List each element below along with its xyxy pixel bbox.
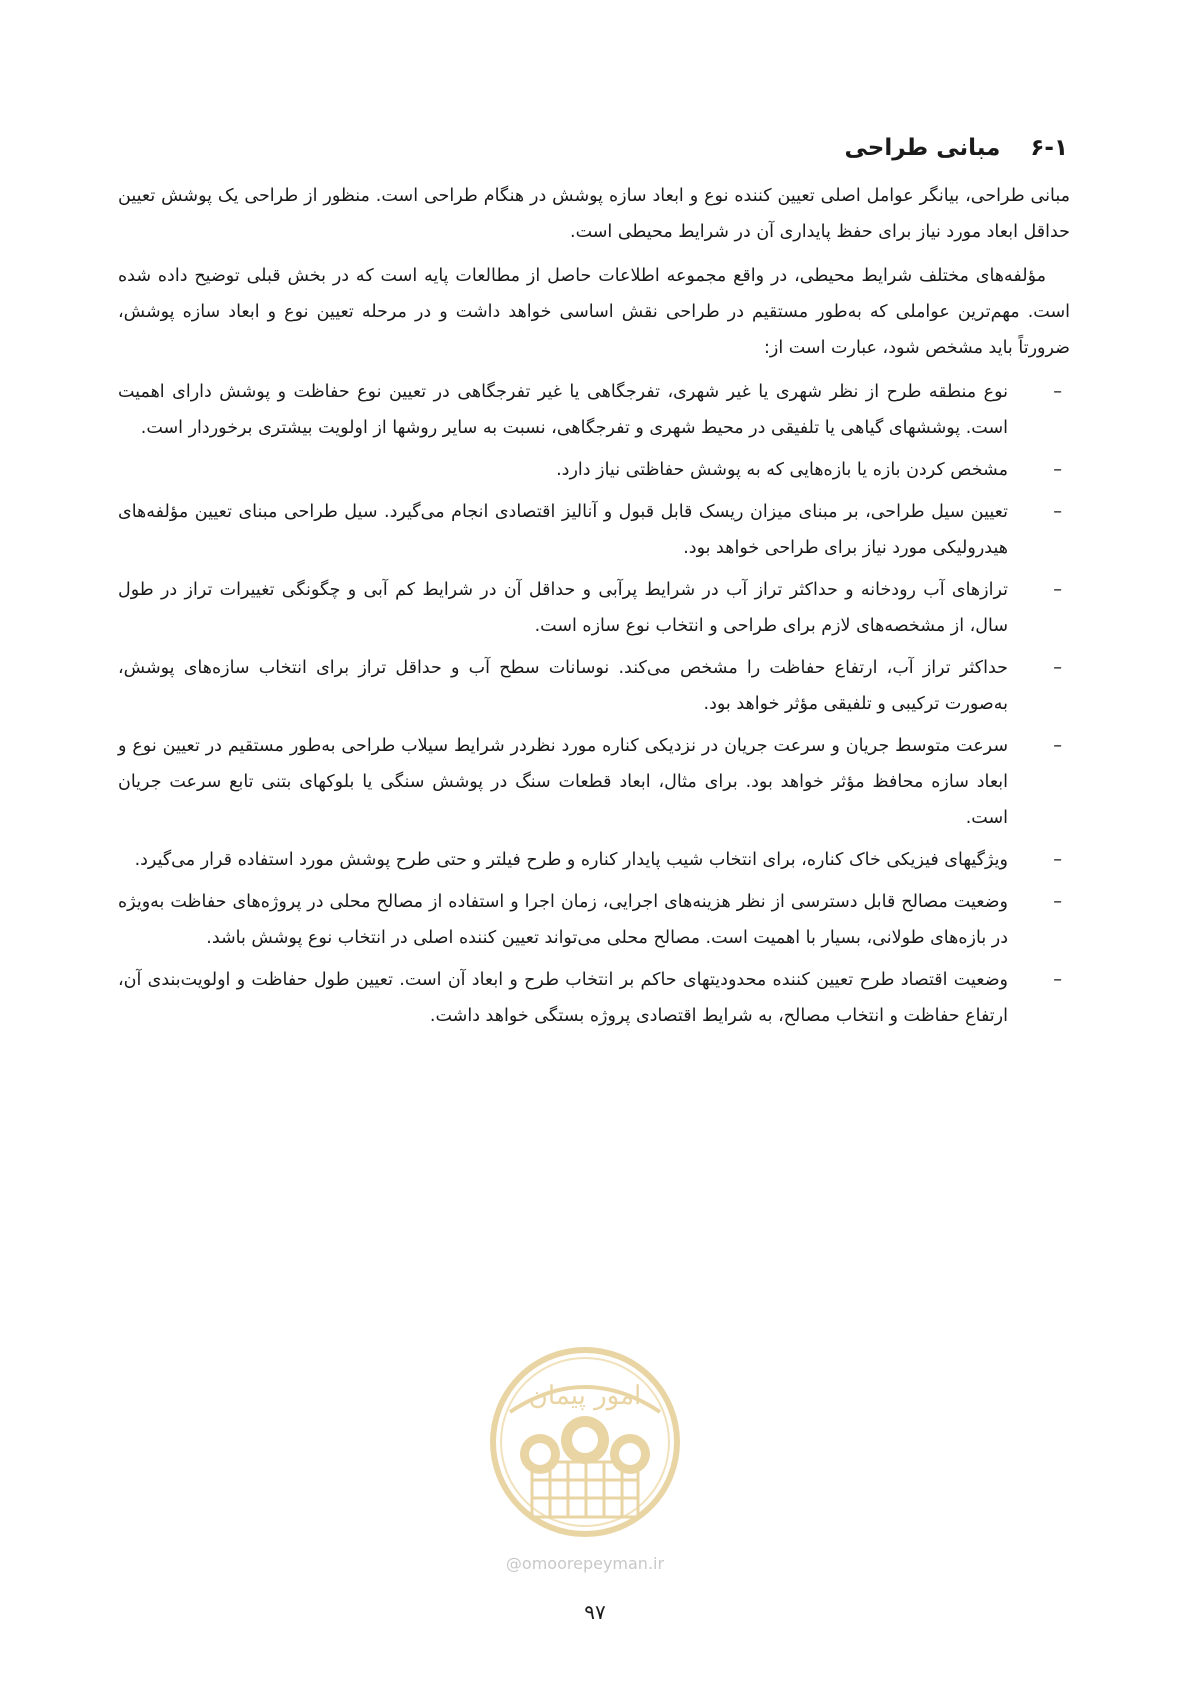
watermark-url: @omoorepeyman.ir bbox=[505, 1554, 665, 1573]
logo-emblem-icon bbox=[470, 1342, 700, 1552]
bullet-dash: – bbox=[1053, 382, 1062, 402]
list-item: – ترازهای آب رودخانه و حداکثر تراز آب در شرایط پرآبی و حداقل آن در شرایط کم آبی و چگونگی تغییرات تراز در طول سال، از مشخصه‌های لازم برای طراحی و انتخاب نوع سازه است. bbox=[118, 572, 1070, 644]
list-item: – وضعیت مصالح قابل دسترسی از نظر هزینه‌های اجرایی، زمان اجرا و استفاده از مصالح محلی در پروژه‌های حفاظت به‌ویژه در بازه‌های طولانی، بسیار با اهمیت است. مصالح محلی می‌تواند تعیین کننده اصلی در انتخاب نوع پوشش باشد. bbox=[118, 884, 1070, 956]
watermark-logo bbox=[470, 1342, 700, 1592]
bullet-dash: – bbox=[1053, 850, 1062, 870]
page-number: ۹۷ bbox=[584, 1600, 606, 1624]
body-content bbox=[118, 178, 1070, 1040]
bullet-dash: – bbox=[1053, 502, 1062, 522]
list-item: – مشخص کردن بازه یا بازه‌هایی که به پوشش حفاظتی نیاز دارد. bbox=[118, 452, 1070, 488]
paragraph-2: مؤلفه‌های مختلف شرایط محیطی، در واقع مجموعه اطلاعات حاصل از مطالعات پایه است که در بخش قبلی توضیح داده شده است. مهم‌ترین عواملی که به‌طور مستقیم در طراحی نقش اساسی خواهد داشت و در مرحله تعیین نوع و ابعاد سازه پوشش، ضرورتاً باید مشخص شود، عبارت است از: bbox=[118, 266, 1070, 358]
section-number: ۶-۱ bbox=[1030, 135, 1068, 161]
list-item: – تعیین سیل طراحی، بر مبنای میزان ریسک قابل قبول و آنالیز اقتصادی انجام می‌گیرد. سیل طراحی مبنای تعیین مؤلفه‌های هیدرولیکی مورد نیاز برای طراحی خواهد بود. bbox=[118, 494, 1070, 566]
bullet-dash: – bbox=[1053, 658, 1062, 678]
bullet-dash: – bbox=[1053, 970, 1062, 990]
paragraph-1: مبانی طراحی، بیانگر عوامل اصلی تعیین کننده نوع و ابعاد سازه پوشش در هنگام طراحی است. منظور از طراحی یک پوشش تعیین حداقل ابعاد مورد نیاز برای حفظ پایداری آن در شرایط محیطی است. bbox=[118, 186, 1070, 242]
bullet-dash: – bbox=[1053, 580, 1062, 600]
bullet-dash: – bbox=[1053, 892, 1062, 912]
svg-text:امور پیمان: امور پیمان bbox=[528, 1381, 642, 1411]
list-item: – نوع منطقه طرح از نظر شهری یا غیر شهری، تفرجگاهی یا غیر تفرجگاهی در تعیین نوع حفاظت و پوشش دارای اهمیت است. پوششهای گیاهی یا تلفیقی در محیط شهری و تفرجگاهی، نسبت به سایر روشها از اولویت بیشتری برخوردار است. bbox=[118, 374, 1070, 446]
list-item: – وضعیت اقتصاد طرح تعیین کننده محدودیتهای حاکم بر انتخاب طرح و ابعاد آن است. تعیین طول حفاظت و اولویت‌بندی آن، ارتفاع حفاظت و انتخاب مصالح، به شرایط اقتصادی پروژه بستگی خواهد داشت. bbox=[118, 962, 1070, 1034]
bullet-dash: – bbox=[1053, 460, 1062, 480]
bullet-dash: – bbox=[1053, 736, 1062, 756]
list-item: – ویژگیهای فیزیکی خاک کناره، برای انتخاب شیب پایدار کناره و طرح فیلتر و حتی طرح پوشش مورد استفاده قرار می‌گیرد. bbox=[118, 842, 1070, 878]
list-item: – حداکثر تراز آب، ارتفاع حفاظت را مشخص می‌کند. نوسانات سطح آب و حداقل تراز برای انتخاب سازه‌های پوشش، به‌صورت ترکیبی و تلفیقی مؤثر خواهد بود. bbox=[118, 650, 1070, 722]
list-item: – سرعت متوسط جریان و سرعت جریان در نزدیکی کناره مورد نظردر شرایط سیلاب طراحی به‌طور مستقیم در تعیین نوع و ابعاد سازه محافظ مؤثر خواهد بود. برای مثال، ابعاد قطعات سنگ در پوشش سنگی یا بلوکهای بتنی تابع سرعت جریان است. bbox=[118, 728, 1070, 836]
bullet-list bbox=[118, 374, 1070, 1034]
section-heading bbox=[844, 128, 1068, 168]
section-title: مبانی طراحی bbox=[844, 135, 1001, 161]
